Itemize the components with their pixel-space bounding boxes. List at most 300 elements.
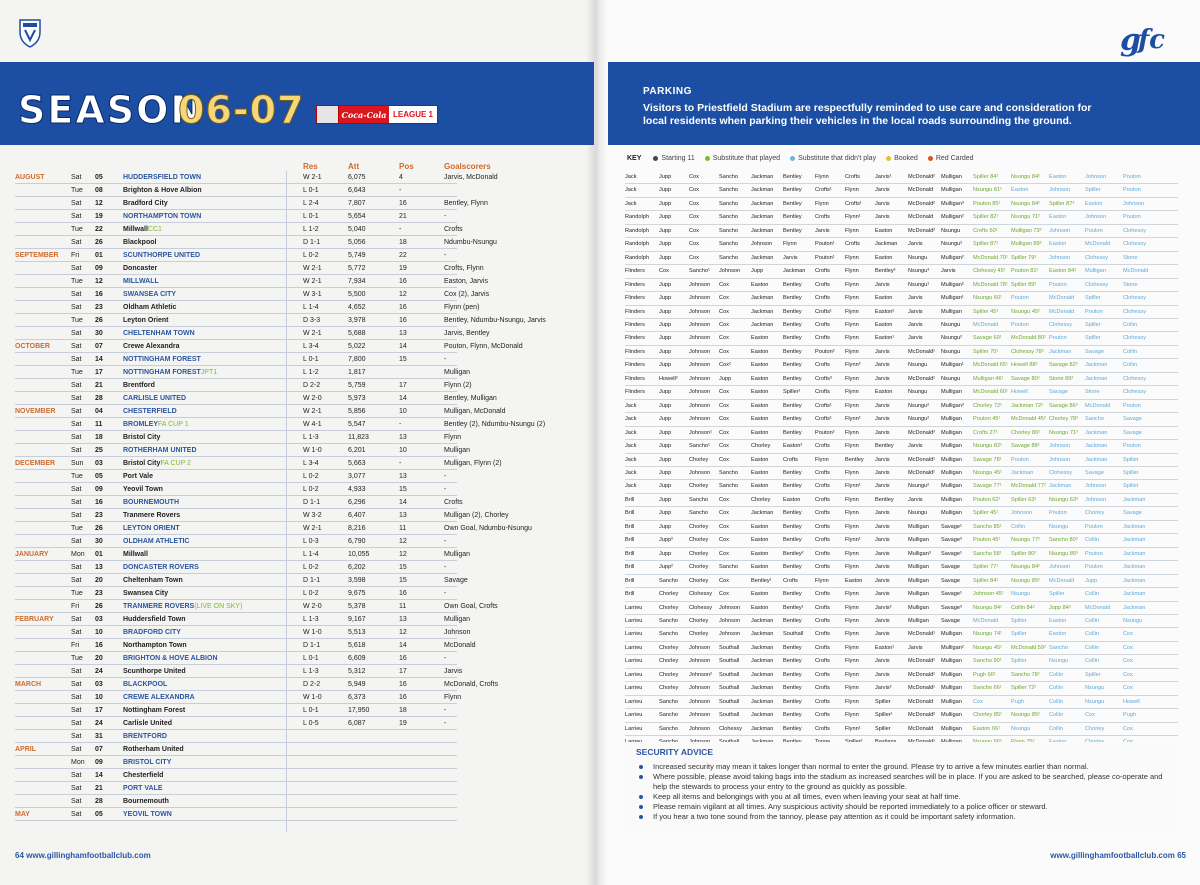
fixture-row [15,756,457,769]
fixture-opponent: Huddersfield Town [123,616,186,623]
lineup-player: Crofts [815,268,830,275]
lineup-player: Brill [625,510,635,517]
fixture-day: Sat [71,681,82,688]
lineup-player: Cox [719,281,729,288]
lineup-player: McDonald² [908,174,936,180]
lineup-player: Jackman [751,671,774,678]
fixture-position: 14 [399,642,407,649]
lineup-player: Jarvis [875,469,890,476]
fixture-opponent: Bradford City [123,200,168,207]
fixture-day: Tue [71,369,83,376]
lineup-player: Nsungu 45¹ [973,644,1002,651]
gfc-logo-icon [1118,18,1176,58]
fixture-attendance: 6,202 [348,564,366,571]
lineup-player: Jackman [1123,564,1146,571]
fixture-result: L 0-1 [303,187,319,194]
lineup-player: Jupp [659,348,672,355]
fixture-day: Sat [71,746,82,753]
fixture-attendance: 5,513 [348,629,366,636]
lineup-player: Jupp [659,187,672,194]
lineup-player: Chorley 85¹ [973,712,1002,719]
lineup-player: Flinders [625,348,645,355]
lineup-player: Flinders [625,268,645,275]
lineup-player: Flynn [845,348,859,355]
fixture-goalscorers: Bentley, Flynn [444,200,488,207]
fixture-month: OCTOBER [15,343,50,350]
key-dot-icon [790,156,795,161]
lineup-player: Jack [625,416,637,423]
lineup-player: Johnson [689,416,711,423]
fixture-date: 01 [95,252,103,259]
fixture-row [15,717,457,730]
lineup-player: Cox [719,308,729,315]
lineup-player: Easton [751,281,769,288]
fixture-goalscorers: Crofts [444,226,463,233]
lineup-player: Nsungu 45¹ [973,469,1002,476]
fixture-date: 07 [95,343,103,350]
lineup-player: Crofts [815,564,830,571]
fixture-date: 26 [95,239,103,246]
lineup-player: Southall [783,631,804,638]
fixture-result: W 4-1 [303,421,322,428]
fixture-goalscorers: Flynn [444,434,462,441]
lineup-player: Jackman [783,268,806,275]
lineup-player: Bentley [845,456,864,463]
lineup-player: Flynn [845,644,859,651]
fixture-result: W 3-1 [303,291,322,298]
lineup-row [625,359,1178,372]
lineup-player: Crofts [815,604,830,611]
fixture-row [15,431,462,444]
lineup-row [625,413,1178,426]
lineup-player: Jupp [659,321,672,328]
lineup-player: Jupp [659,389,672,396]
lineup-player: Nsungu 60¹ [973,295,1002,302]
fixture-date: 07 [95,746,103,753]
lineup-player: McDonald² [908,712,936,719]
lineup-player: McDonald³ [908,429,936,436]
lineup-player: Pouton [1049,281,1067,288]
lineup-player: Spiller 72² [1011,685,1037,692]
lineup-player: Johnson [689,725,711,732]
lineup-player: Jackman [1085,443,1108,450]
security-item: Please remain vigilant at all times. Any suspicious activity should be reported immediately to a police officer or steward. [635,802,1175,812]
fixture-opponent: Blackpool [123,239,157,246]
security-item: Increased security may mean it takes longer than normal to enter the ground. Please try to arrive a few minutes earlier than normal. [635,762,1175,772]
fixture-day: Sat [71,798,82,805]
fixture-date: 20 [95,577,103,584]
lineup-player: Crofts [815,591,830,598]
lineup-player: Crofts [815,631,830,638]
lineup-player: McDonald 45² [1011,416,1046,423]
lineup-player: Jackman [751,658,774,665]
lineup-player: Crofts 27¹ [973,429,998,436]
fixture-row [15,665,463,678]
fixture-date: 23 [95,304,103,311]
fixture-opponent: TRANMERE ROVERS (LIVE ON SKY) [123,600,194,613]
lineup-player: Jarvis [875,577,890,584]
fixture-day: Sat [71,304,82,311]
lineup-player: Randolph [625,227,649,234]
lineup-player: Nsungu 85² [1011,577,1040,584]
fixture-date: 26 [95,317,103,324]
lineup-player: Jarvis² [875,604,892,611]
lineup-player: Mulligan [941,174,962,180]
fixture-position: 11 [399,603,407,610]
fixture-goalscorers: Mulligan, Flynn (2) [444,460,502,467]
lineup-player: Bentley [783,658,802,665]
fixture-month: NOVEMBER [15,408,56,415]
fixture-opponent: Tranmere Rovers [123,512,181,519]
lineup-player: Crofts [815,281,830,288]
fixture-day: Fri [71,603,80,610]
lineup-row [625,265,1178,278]
lineup-player: Spiller¹ [875,712,893,719]
fixture-goalscorers: - [444,473,447,480]
lineup-player: Clohessy 78² [1011,348,1044,355]
lineup-row [625,440,1178,453]
lineup-player: Mulligan [941,483,962,490]
season-year: 06-07 [178,88,305,132]
lineup-player: Mulligan [908,604,929,611]
lineup-player: Sancho 80³ [1049,537,1078,544]
lineup-player: Mulligan³ [941,402,964,409]
lineup-player: Johnson [1085,496,1107,503]
lineup-player: Sancho [1049,644,1068,651]
lineup-player: Easton [751,362,769,369]
lineup-player: Savage³ [941,604,962,611]
fixture-goalscorers: - [444,707,447,714]
lineup-player: Pugh [1011,698,1025,705]
lineup-player: Sancho 90¹ [973,658,1002,665]
fixture-opponent: Northampton Town [123,642,187,649]
lineup-player: Sancho¹ [689,268,710,275]
fixture-goalscorers: Johnson [444,629,471,636]
fixture-goalscorers: - [444,356,447,363]
fixture-position: 10 [399,447,407,454]
lineup-player: Mulligan [941,658,962,665]
lineup-player: Crofts 60¹ [973,227,998,234]
lineup-player: Mulligan² [941,254,964,261]
fixture-result: W 2-0 [303,603,322,610]
lineup-player: Easton [875,227,893,234]
lineup-player: Chorley [689,456,709,463]
lineup-player: Flynn [845,698,859,705]
lineup-player: Sancho¹ [689,443,710,450]
lineup-player: Chorley [689,617,709,624]
lineup-player: Johnson [719,268,741,275]
lineup-player: Bentley [783,483,802,490]
fixture-date: 03 [95,681,103,688]
fixture-day: Sat [71,382,82,389]
lineup-player: Flynn [845,443,859,450]
fixture-opponent: PORT VALE [123,785,163,792]
fixture-opponent: Brentford [123,382,155,389]
fixture-attendance: 5,654 [348,213,366,220]
fixture-day: Sat [71,408,82,415]
fixture-attendance: 8,216 [348,525,366,532]
fixture-day: Tue [71,317,83,324]
lineup-player: Cox [719,402,729,409]
lineup-player: Flynn [815,456,829,463]
lineup-player: Cox [1123,685,1133,692]
lineup-player: Mulligan¹ [941,295,964,302]
fixture-attendance: 5,663 [348,460,366,467]
lineup-player: Pouton [1011,295,1029,302]
fixture-date: 23 [95,590,103,597]
security-item: If you hear a two tone sound from the tannoy, please pay attention as it could be important safety information. [635,812,1175,822]
fixture-date: 28 [95,395,103,402]
lineup-player: Flynn [845,604,859,611]
lineup-player: Jupp [659,295,672,302]
lineup-player: Pouton [1123,402,1141,409]
lineup-player: Nsungu [1085,698,1105,705]
fixture-opponent: YEOVIL TOWN [123,811,172,818]
lineup-player: Nsungu 71³ [1049,429,1078,436]
lineup-player: Flynn [845,281,859,288]
lineup-player: Nsungu 84² [1011,174,1040,180]
lineup-player: Spiller [1085,295,1101,302]
lineup-player: Jarvis [875,510,890,517]
fixture-date: 03 [95,616,103,623]
fixture-row [15,340,523,353]
lineup-player: Southall [719,658,740,665]
fixture-day: Sat [71,577,82,584]
lineup-player: Mulligan² [941,214,964,221]
fixture-goalscorers: Pouton, Flynn, McDonald [444,343,523,350]
fixture-opponent: BRADFORD CITY [123,629,181,636]
fixture-row [15,353,457,366]
fixture-row [15,561,457,574]
fixture-attendance: 3,077 [348,473,366,480]
lineup-player: Jarvis [875,483,890,490]
lineup-row [625,373,1178,386]
lineup-player: Collin 84² [1011,604,1035,611]
lineup-row [625,507,1178,520]
fixture-goalscorers: - [444,564,447,571]
lineup-player: Jackman [751,214,774,221]
lineup-player: Jackman [751,725,774,732]
lineup-player: Clohessy [689,591,713,598]
lineup-row [625,171,1178,184]
fixture-result: W 1-0 [303,629,322,636]
lineup-player: Larrieu [625,725,643,732]
fixture-date: 12 [95,278,103,285]
lineup-player: Spiller 63² [1011,496,1037,503]
lineup-row [625,480,1178,493]
fixture-opponent: Oldham Athletic [123,304,177,311]
lineup-player: Flynn [845,321,859,328]
lineup-player: Crofts [815,510,830,517]
lineup-player: Crofts¹ [815,416,832,423]
lineup-player: Sancho [659,577,678,584]
lineup-row [625,467,1178,480]
lineup-player: Spiller 87³ [1049,200,1075,207]
lineup-player: Bentley [783,698,802,705]
lineup-player: Nsungu [908,254,928,261]
fixture-attendance: 5,688 [348,330,366,337]
lineup-player: Jupp [659,402,672,409]
lineup-player: Bentley² [875,268,896,275]
lineup-player: Savage [1049,389,1068,396]
lineup-player: McDonald 78¹ [973,281,1008,288]
fixture-opponent: Port Vale [123,473,153,480]
lineup-player: Flynn [845,510,859,517]
lineup-player: Mulligan [908,577,929,584]
league-badge-icon [317,106,339,123]
lineup-player: Bentley [783,348,802,355]
lineup-player: Clohessy [1123,335,1147,342]
lineup-player: Randolph [625,214,649,221]
lineup-player: Sancho [719,254,738,261]
fixture-date: 09 [95,759,103,766]
fixture-row [15,184,457,197]
lineup-player: Chorley 78³ [1049,416,1078,423]
fixture-attendance: 7,800 [348,356,366,363]
lineup-player: Nsungu 84² [1011,200,1040,207]
lineup-player: Collin [1123,348,1137,355]
fixture-day: Tue [71,655,83,662]
fixture-row [15,405,506,418]
lineup-player: Brill [625,550,635,557]
fixture-month: JANUARY [15,551,49,558]
lineup-player: Savage [941,564,960,571]
lineup-player: Sancho [1085,416,1104,423]
lineup-player: McDonald 77² [1011,483,1046,490]
lineup-player: Nsungu 82¹ [973,443,1002,450]
lineup-player: Cox [719,577,729,584]
lineup-row [625,682,1178,695]
key-dot-icon [653,156,658,161]
lineup-row [625,534,1178,547]
lineup-row [625,655,1178,668]
lineup-row [625,454,1178,467]
lineup-player: Johnson [689,658,711,665]
lineup-player: Howell [1123,698,1140,705]
fixture-opponent: Carlisle United [123,720,173,727]
fixture-date: 14 [95,772,103,779]
lineup-player: Sancho [719,174,738,180]
lineup-player: Bentley [783,214,802,221]
fixture-row [15,275,488,288]
fixture-opponent: NOTTINGHAM FOREST [123,356,201,363]
lineup-player: Flinders [625,375,645,382]
lineup-player: Nsungu [1123,617,1143,624]
fixture-date: 28 [95,798,103,805]
fixture-day: Tue [71,226,83,233]
lineup-player: Jarvis [908,295,923,302]
lineup-player: Sancho [719,241,738,248]
lineup-row [625,669,1178,682]
fixture-opponent: Doncaster [123,265,158,272]
fixture-opponent: BRISTOL CITY [123,759,172,766]
fixture-result: D 2-2 [303,681,321,688]
lineup-player: Spiller 77¹ [973,564,999,571]
lineup-player: Sancho [659,631,678,638]
lineup-player: Bentley [783,308,802,315]
fixture-position: 4 [399,174,403,181]
lineup-player: Jackman [751,254,774,261]
fixture-goalscorers: Mulligan (2), Chorley [444,512,509,519]
lineup-player: Bentley [783,416,802,423]
fixture-result: D 1-1 [303,642,321,649]
lineup-player: Sancho [659,698,678,705]
fixture-date: 03 [95,460,103,467]
lineup-player: Bentley [783,321,802,328]
lineup-player: Sancho [719,200,738,207]
lineup-player: Clohessy [1123,241,1147,248]
fixture-row [15,613,471,626]
fixture-result: L 1-3 [303,616,319,623]
lineup-player: Brill [625,523,635,530]
lineup-player: Jackman [751,712,774,719]
lineup-player: Savage 86³ [1049,402,1078,409]
fixture-day: Tue [71,278,83,285]
lineup-player: Crofts [815,712,830,719]
lineup-player: Mulligan 46¹ [973,375,1004,382]
fixture-opponent: Bournemouth [123,798,169,805]
lineup-player: Spiller 82¹ [973,214,999,221]
lineup-player: McDonald 70¹ [973,254,1008,261]
fixture-date: 05 [95,811,103,818]
security-list [635,762,1175,822]
lineup-player: Johnson² [689,671,713,678]
fixture-goalscorers: McDonald, Crofts [444,681,499,688]
fixture-opponent: Leyton Orient [123,317,169,324]
lineup-player: Johnson [1011,510,1033,517]
fixture-day: Tue [71,187,83,194]
lineup-player: Spiller 80² [1011,550,1037,557]
lineup-player: Easton [751,348,769,355]
fixture-position: 14 [399,499,407,506]
lineup-player: Bentley² [783,550,804,557]
fixture-opponent: LEYTON ORIENT [123,525,180,532]
lineup-player: Pouton 45¹ [973,416,1001,423]
lineup-player: Jarvis [875,281,890,288]
lineup-player: Jupp² [659,564,673,571]
lineup-player: Crofts [815,469,830,476]
lineup-player: Sancho [659,617,678,624]
lineup-player: Crofts³ [815,375,832,382]
lineup-player: Nsungu² [908,483,930,490]
lineup-player: Collin [1085,644,1099,651]
lineup-player: Nsungu 81¹ [973,187,1002,194]
fixture-goalscorers: Crofts [444,499,463,506]
lineup-player: Crofts [815,335,830,342]
lineup-player: Jackman [751,631,774,638]
fixture-day: Sat [71,629,82,636]
fixture-row [15,496,463,509]
lineup-player: Jupp [659,335,672,342]
lineup-player: Nsungu [908,362,928,369]
fixture-day: Sat [71,265,82,272]
lineup-player: Cox [689,214,699,221]
lineup-player: Mulligan [941,685,962,692]
lineup-player: Crofts [783,456,798,463]
lineup-player: Clohessy [1123,295,1147,302]
lineup-player: Mulligan [908,617,929,624]
fixture-date: 20 [95,655,103,662]
lineup-player: Brill [625,496,635,503]
fixture-row [15,171,498,184]
lineup-row [625,494,1178,507]
lineup-player: Chorley [659,671,679,678]
lineup-player: Larrieu [625,644,643,651]
lineup-player: Mulligan [941,308,962,315]
lineup-player: Savage [941,577,960,584]
lineup-player: Jackman [1123,591,1146,598]
sponsor-logo: Coca-Cola [339,106,389,123]
